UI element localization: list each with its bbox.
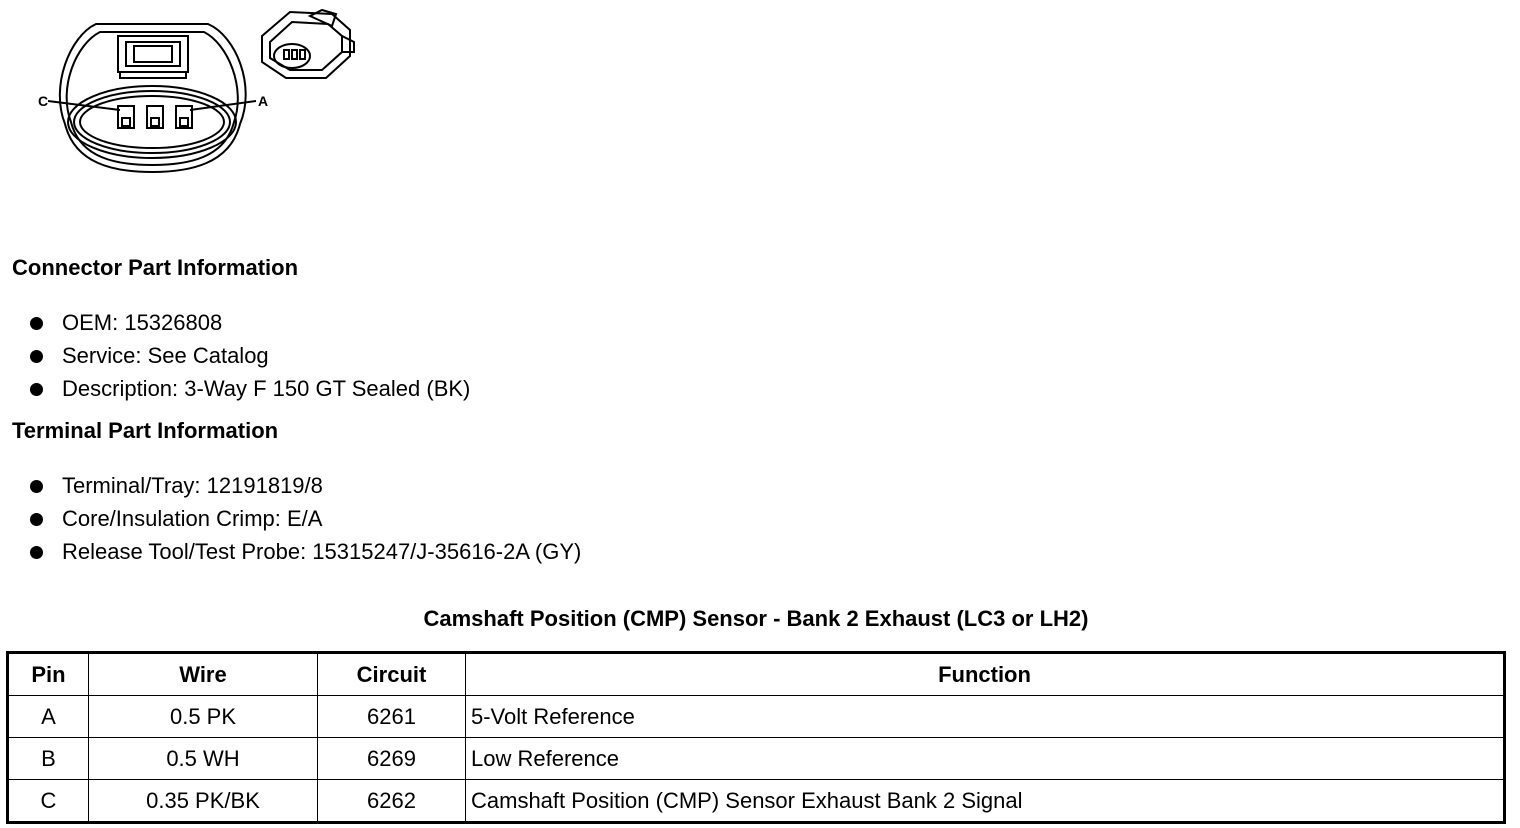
terminal-tray-text: Terminal/Tray: 12191819/8 — [62, 473, 323, 498]
terminal-release-tool-text: Release Tool/Test Probe: 15315247/J-35616-2A (GY) — [62, 539, 582, 564]
connector-oem-text: OEM: 15326808 — [62, 310, 223, 335]
bullet-icon — [30, 513, 43, 526]
table-header-row — [8, 653, 1505, 696]
cell-function: 5-Volt Reference — [466, 696, 1505, 738]
connector-info-list — [30, 308, 470, 407]
table-title: Camshaft Position (CMP) Sensor - Bank 2 Exhaust (LC3 or LH2) — [423, 606, 1089, 631]
connector-service-text: Service: See Catalog — [62, 343, 269, 368]
header-circuit: Circuit — [318, 653, 466, 696]
cell-function: Camshaft Position (CMP) Sensor Exhaust Bank 2 Signal — [466, 780, 1505, 823]
table-row — [8, 738, 1505, 780]
bullet-icon — [30, 383, 43, 396]
table-row — [8, 780, 1505, 823]
cell-pin: B — [8, 738, 89, 780]
cell-circuit: 6261 — [318, 696, 466, 738]
bullet-icon — [30, 350, 43, 363]
pin-c-label: C — [38, 93, 49, 109]
cell-pin: A — [8, 696, 89, 738]
cell-circuit: 6262 — [318, 780, 466, 823]
list-item — [30, 374, 470, 407]
terminal-crimp-text: Core/Insulation Crimp: E/A — [62, 506, 323, 531]
cell-wire: 0.5 PK — [89, 696, 318, 738]
table-row — [8, 696, 1505, 738]
terminal-info-list — [30, 471, 581, 570]
cell-pin: C — [8, 780, 89, 823]
cell-wire: 0.5 WH — [89, 738, 318, 780]
cell-wire: 0.35 PK/BK — [89, 780, 318, 823]
terminal-info-heading: Terminal Part Information — [12, 418, 279, 443]
pin-a-label: A — [258, 93, 269, 109]
cell-function: Low Reference — [466, 738, 1505, 780]
connector-info-heading: Connector Part Information — [12, 255, 299, 280]
list-item — [30, 537, 581, 570]
connector-diagram — [30, 6, 370, 181]
list-item — [30, 308, 470, 341]
bullet-icon — [30, 480, 43, 493]
list-item — [30, 471, 581, 504]
bullet-icon — [30, 317, 43, 330]
header-pin: Pin — [8, 653, 89, 696]
header-function: Function — [466, 653, 1505, 696]
bullet-icon — [30, 546, 43, 559]
list-item — [30, 504, 581, 537]
cell-circuit: 6269 — [318, 738, 466, 780]
connector-description-text: Description: 3-Way F 150 GT Sealed (BK) — [62, 376, 471, 401]
pinout-table — [6, 651, 1506, 824]
list-item — [30, 341, 470, 374]
header-wire: Wire — [89, 653, 318, 696]
